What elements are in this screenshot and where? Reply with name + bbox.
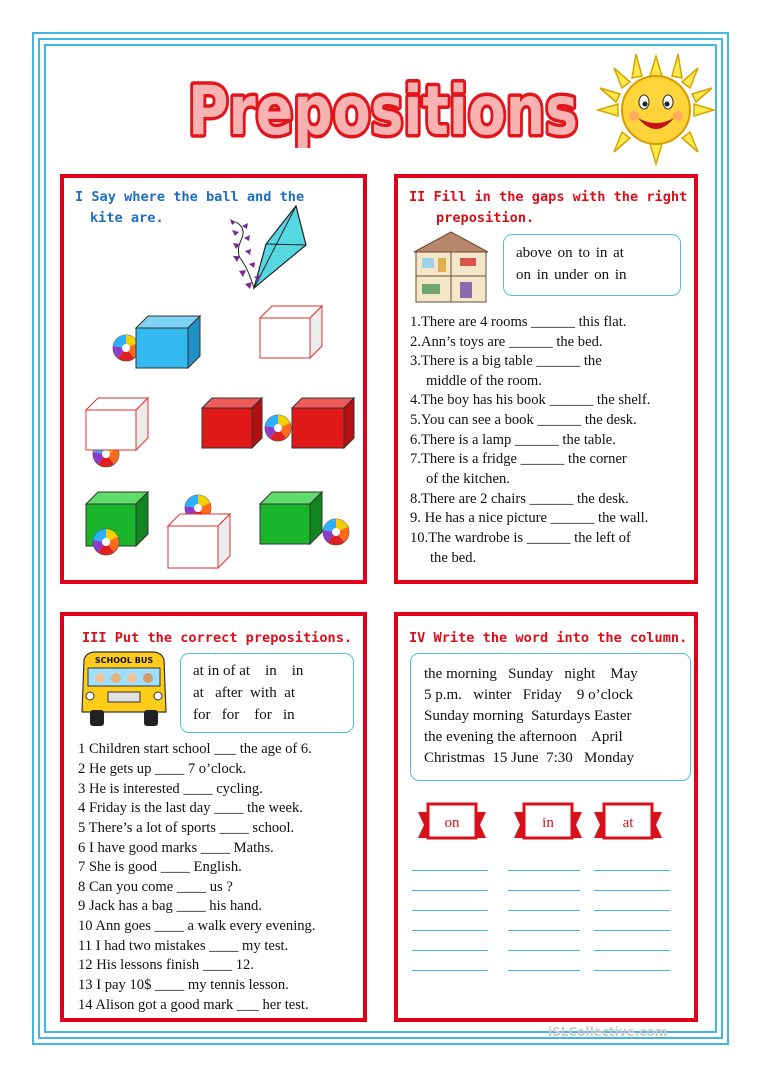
ball-icon [265,415,291,441]
ball-icon [323,519,349,545]
word-bank-line: 5 p.m. winter Friday 9 o’clock [424,687,634,703]
answer-line[interactable] [508,870,580,871]
answer-line[interactable] [412,950,488,951]
section-1-title: I Say where the ball and the [75,189,305,205]
answer-line[interactable] [412,910,488,911]
page-title-text: Prepositions [188,72,578,148]
exercise-line: 12 His lessons finish ____ 12. [78,957,254,973]
answer-line[interactable] [594,890,670,891]
answer-line[interactable] [508,930,580,931]
ribbon-in [514,804,582,838]
section-3-panel [60,612,367,1022]
column-headers [398,794,694,854]
page-title [180,58,600,148]
exercise-line: 6 I have good marks ____ Maths. [78,840,274,856]
answer-line[interactable] [412,890,488,891]
answer-line[interactable] [594,910,670,911]
exercise-line: 8.There are 2 chairs ______ the desk. [410,491,629,507]
exercise-line: 2.Ann’s toys are ______ the bed. [410,334,603,350]
exercise-line: of the kitchen. [426,471,510,487]
word-bank-line: the evening the afternoon April [424,729,623,745]
answer-line[interactable] [594,930,670,931]
section-1-title-cont: kite are. [90,210,164,226]
page-title-text-outline: Prepositions [188,72,578,148]
column-label-at: at [622,815,634,831]
section-2-title-cont: preposition. [436,210,535,226]
exercise-line: 4.The boy has his book ______ the shelf. [410,392,651,408]
ribbon-at [594,804,662,838]
word-bank-line: at in of at in in [193,663,304,679]
blue-cube [136,316,200,368]
section-4-word-bank [410,653,691,781]
white-cube [260,306,322,358]
section-4-panel [394,612,698,1022]
answer-line[interactable] [594,950,670,951]
answer-line[interactable] [594,870,670,871]
answer-line[interactable] [594,970,670,971]
footer-watermark: iSLCollective.com [548,1025,668,1039]
word-bank-line: for for for in [193,707,295,723]
red-cube [202,398,262,448]
exercise-line: 10 Ann goes ____ a walk every evening. [78,918,316,934]
exercise-line: 3 He is interested ____ cycling. [78,781,263,797]
answer-line[interactable] [412,870,488,871]
word-bank-line: at after with at [193,685,296,701]
exercise-line: 1 Children start school ___ the age of 6. [78,741,312,757]
kite-icon [230,206,306,289]
exercise-line: 14 Alison got a good mark ___ her test. [78,997,309,1013]
exercise-line: 9 Jack has a bag ____ his hand. [78,898,263,914]
section-1-panel [60,174,367,584]
answer-line[interactable] [508,890,580,891]
red-cube [292,398,354,448]
exercise-line: 6.There is a lamp ______ the table. [410,432,616,448]
section-4-title: IV Write the word into the column. [409,630,688,646]
exercise-line: 11 I had two mistakes ____ my test. [78,938,289,954]
cubes-and-balls-illustration [64,178,363,580]
section-2-panel [394,174,698,584]
section-2-word-bank [503,234,681,296]
exercise-line: 2 He gets up ____ 7 o’clock. [78,761,247,777]
school-bus-icon [78,648,170,734]
white-cube [168,514,230,568]
ball-icon [93,529,119,555]
exercise-line: the bed. [430,550,477,566]
house-icon [408,228,494,306]
exercise-line: 8 Can you come ____ us ? [78,879,233,895]
section-3-word-bank [180,653,354,733]
answer-line[interactable] [508,950,580,951]
word-bank-line: above on to in at [516,245,624,261]
word-bank-line: Sunday morning Saturdays Easter [424,708,632,724]
column-label-on: on [444,815,460,831]
column-label-in: in [542,815,554,831]
exercise-line: 7.There is a fridge ______ the corner [410,451,627,467]
word-bank-line: Christmas 15 June 7:30 Monday [424,750,634,766]
answer-line[interactable] [508,910,580,911]
answer-line[interactable] [508,970,580,971]
exercise-line: 13 I pay 10$ ____ my tennis lesson. [78,977,289,993]
answer-line[interactable] [412,970,488,971]
green-cube [260,492,322,544]
sun-illustration [592,48,720,172]
white-cube [86,398,148,450]
word-bank-line: on in under on in [516,267,627,283]
ball-icon [113,335,139,361]
exercise-line: 5 There’s a lot of sports ____ school. [78,820,295,836]
ribbon-on [418,804,486,838]
exercise-line: 9. He has a nice picture ______ the wall. [410,510,649,526]
bus-label: SCHOOL BUS [94,656,154,665]
section-3-title: III Put the correct prepositions. [82,630,353,646]
exercise-line: middle of the room. [426,373,542,389]
exercise-line: 10.The wardrobe is ______ the left of [410,530,631,546]
exercise-line: 3.There is a big table ______ the [410,353,602,369]
exercise-line: 7 She is good ____ English. [78,859,242,875]
word-bank-line: the morning Sunday night May [424,666,638,682]
answer-line[interactable] [412,930,488,931]
section-2-title: II Fill in the gaps with the right [409,189,688,205]
exercise-line: 1.There are 4 rooms ______ this flat. [410,314,627,330]
exercise-line: 4 Friday is the last day ____ the week. [78,800,303,816]
exercise-line: 5.You can see a book ______ the desk. [410,412,637,428]
